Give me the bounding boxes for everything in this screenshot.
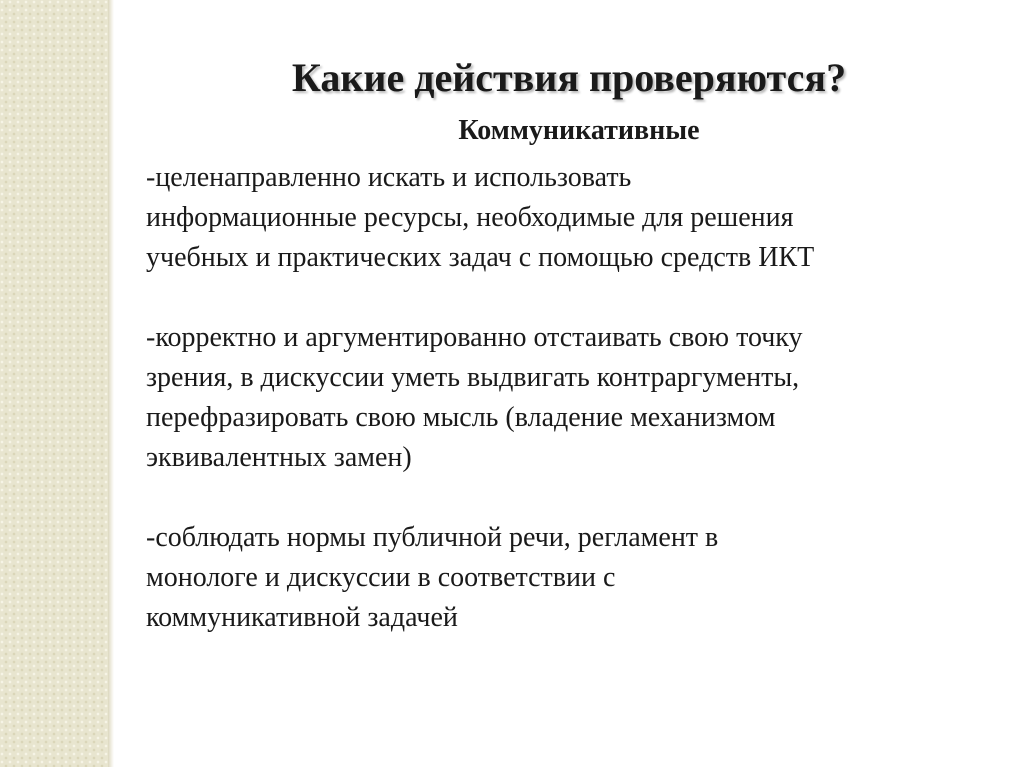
slide-content: [114, 0, 1024, 767]
text-line: монологе и дискуссии в соответствии с: [146, 562, 616, 593]
paragraph-speech-norms: [146, 518, 996, 638]
text-line: информационные ресурсы, необходимые для решения: [146, 202, 794, 233]
text-line: -соблюдать нормы публичной речи, регламент в: [146, 522, 719, 553]
slide-body: [146, 158, 996, 678]
text-line: учебных и практических задач с помощью средств ИКТ: [146, 242, 815, 273]
text-line: коммуникативной задачей: [146, 602, 458, 633]
text-line: зрения, в дискуссии уметь выдвигать контраргументы,: [146, 362, 800, 393]
slide-subtitle: Коммуникативные: [458, 115, 700, 146]
decorative-side-band: [0, 0, 108, 767]
text-line: -целенаправленно искать и использовать: [146, 162, 632, 193]
text-line: -корректно и аргументированно отстаивать свою точку: [146, 322, 803, 353]
slide-title: Какие действия проверяются?: [291, 55, 847, 100]
paragraph-argumentation: [146, 318, 996, 478]
text-line: эквивалентных замен): [146, 442, 412, 473]
paragraph-search-resources: [146, 158, 996, 278]
text-line: перефразировать свою мысль (владение механизмом: [146, 402, 776, 433]
